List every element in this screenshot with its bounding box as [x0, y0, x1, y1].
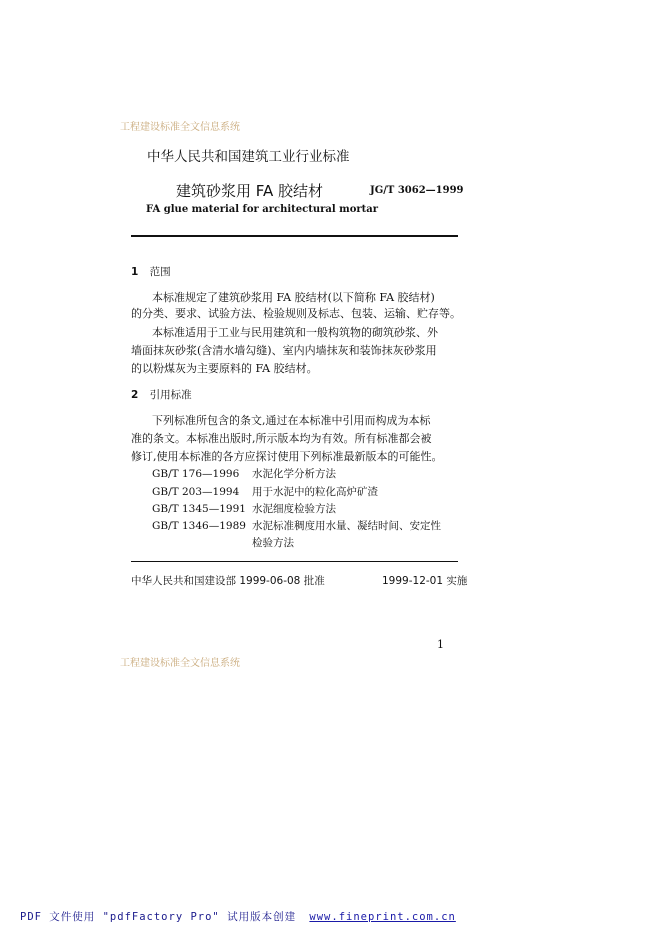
- reference-title: 水泥标准稠度用水量、凝结时间、安定性: [252, 520, 441, 532]
- section-2-title: 引用标准: [149, 389, 192, 401]
- reference-title: 水泥化学分析方法: [252, 468, 336, 480]
- section-2-number: 2: [131, 389, 139, 401]
- section-1-para-1-line-2: 的分类、要求、试验方法、检验规则及标志、包装、运输、贮存等。: [131, 307, 461, 320]
- reference-title-continuation: 检验方法: [252, 537, 294, 549]
- section-1-para-2-line-3: 的以粉煤灰为主要原料的 FA 胶结材。: [131, 362, 318, 375]
- reference-code: GB/T 203—1994: [152, 486, 240, 498]
- section-1-title: 范围: [149, 266, 171, 278]
- section-1-para-2-line-2: 墙面抹灰砂浆(含清水墙勾缝)、室内内墙抹灰和装饰抹灰砂浆用: [131, 344, 437, 357]
- reference-code: GB/T 176—1996: [152, 468, 240, 480]
- reference-item: [152, 485, 378, 500]
- section-2-heading: [131, 387, 192, 402]
- reference-item: [152, 467, 336, 482]
- reference-title: 用于水泥中的粒化高炉矿渣: [252, 486, 378, 498]
- watermark-top: 工程建设标准全文信息系统: [120, 122, 240, 133]
- approval-text: 中华人民共和国建设部 1999-06-08 批准: [131, 575, 325, 587]
- section-2-para-line-1: 下列标准所包含的条文,通过在本标准中引用而构成为本标: [152, 414, 431, 427]
- section-1-number: 1: [131, 266, 139, 278]
- reference-code: GB/T 1346—1989: [152, 520, 246, 532]
- pdf-creator-notice: [20, 909, 456, 924]
- watermark-bottom: 工程建设标准全文信息系统: [120, 658, 240, 669]
- english-title: FA glue material for architectural mortar: [146, 204, 379, 215]
- standard-category: 中华人民共和国建筑工业行业标准: [147, 149, 350, 165]
- reference-code: GB/T 1345—1991: [152, 503, 246, 515]
- section-1-para-1-line-1: 本标准规定了建筑砂浆用 FA 胶结材(以下简称 FA 胶结材): [152, 291, 435, 304]
- reference-item: [152, 519, 441, 534]
- footer-rule: [131, 561, 458, 562]
- header-rule: [131, 235, 458, 237]
- section-2-para-line-2: 准的条文。本标准出版时,所示版本均为有效。所有标准都会被: [131, 432, 432, 445]
- reference-title: 水泥细度检验方法: [252, 503, 336, 515]
- section-1-para-2-line-1: 本标准适用于工业与民用建筑和一般构筑物的砌筑砂浆、外: [152, 326, 438, 339]
- reference-item: [152, 502, 336, 517]
- section-2-para-line-3: 修订,使用本标准的各方应探讨使用下列标准最新版本的可能性。: [131, 450, 443, 463]
- page-title: 建筑砂浆用 FA 胶结材: [176, 182, 324, 200]
- page-number: 1: [437, 638, 444, 651]
- pdf-notice-text: PDF 文件使用 "pdfFactory Pro" 试用版本创建: [20, 911, 297, 923]
- section-1-heading: [131, 264, 171, 279]
- standard-code: JG/T 3062—1999: [370, 185, 464, 196]
- fineprint-link[interactable]: www.fineprint.com.cn: [309, 911, 456, 923]
- implementation-text: 1999-12-01 实施: [382, 575, 468, 587]
